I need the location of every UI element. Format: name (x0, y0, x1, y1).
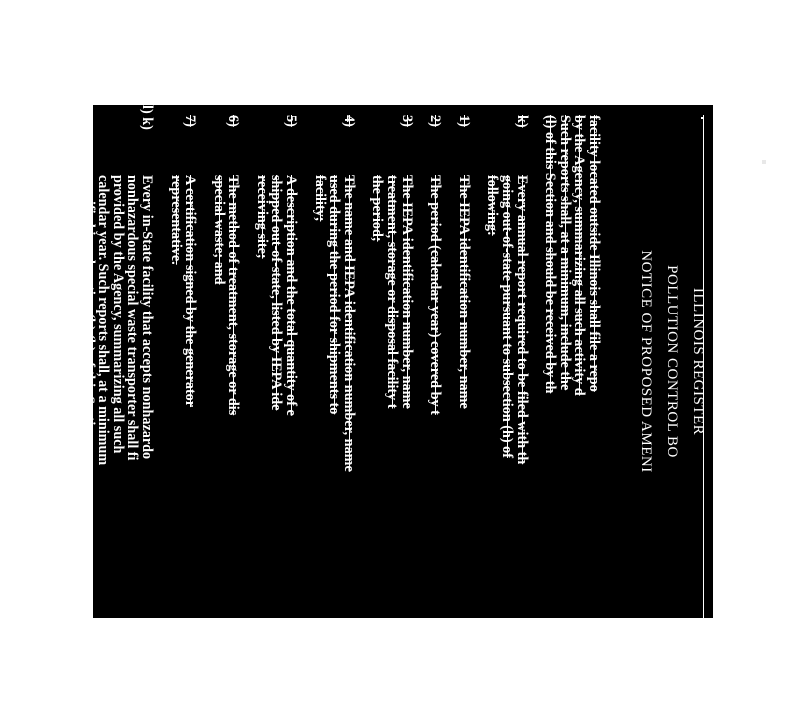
k-line: Every annual report required to be filed with th (513, 175, 530, 465)
item-line: used during the period for shipments to (326, 175, 343, 415)
page-header (633, 105, 711, 618)
item-line: A certification signed by the generator (182, 175, 199, 408)
item-line: special waste; and (210, 175, 227, 285)
item-line: representative. (167, 175, 184, 265)
intro-line: by the Agency, summarizing all such activity d (571, 115, 588, 396)
item-number: 5) (283, 115, 300, 127)
item-line: A description and the total quantity of e (283, 175, 300, 416)
item-number: 2) (427, 115, 444, 127)
k-line: following: (484, 175, 501, 236)
k-line: going out-of-state pursuant to subsection (h) of (499, 175, 516, 458)
item-2 (428, 115, 443, 715)
l-line: provided by the Agency, summarizing all such (109, 175, 126, 454)
l-line: Every in-State facility that accepts nonhazardo (138, 175, 155, 460)
rotated-document (36, 105, 713, 618)
item-number: 3) (398, 115, 415, 127)
item-line: shipped out-of-state, listed by IEPA ide (268, 175, 285, 411)
item-line: The IEPA identification number, name (455, 175, 472, 409)
intro-line: Such reports shall, at a minimum, include the (556, 115, 573, 391)
item-6 (211, 115, 240, 715)
item-number: 4) (340, 115, 357, 127)
paragraph-l (36, 105, 155, 715)
item-number: 6) (225, 115, 242, 127)
board-title: POLLUTION CONTROL BO (664, 265, 680, 458)
l-line: January 1, 1991. (36, 175, 53, 276)
item-line: The period (calendar year) covered by t (427, 175, 444, 415)
item-line: treatment, storage or disposal facility t (384, 175, 401, 409)
l-line: nonhazardous special waste transporter shall fi (124, 175, 141, 461)
l-line: calendar year. Such reports shall, at a minimum (95, 175, 112, 466)
item-number: 1) (455, 115, 472, 127)
intro-line: (l) of this Section and should be received by th (542, 115, 559, 394)
k-marker: k) (513, 115, 530, 128)
item-line: the period; (369, 175, 386, 242)
item-line: The method of treatment, storage or dis (225, 175, 242, 416)
item-1 (456, 115, 471, 715)
l-line: later than February 1. This subsection is applic (65, 175, 82, 460)
item-7 (168, 115, 197, 715)
l-line: specified in subsection (h) (k) of this Section a (80, 175, 97, 451)
item-line: facility; (311, 175, 328, 222)
item-line: The name and IEPA identification number, name (340, 175, 357, 472)
item-number: 7) (182, 115, 199, 127)
register-title: ILLINOIS REGISTER (690, 287, 706, 436)
item-4 (312, 115, 356, 715)
notice-title: NOTICE OF PROPOSED AMENI (638, 250, 654, 473)
item-5 (254, 115, 298, 715)
item-3 (370, 115, 414, 715)
item-line: The IEPA identification number, name (398, 175, 415, 409)
document-body (36, 105, 602, 715)
l-line: wastes that are delivered to a nonhazardous spe (51, 175, 68, 464)
item-line: receiving site; (253, 175, 270, 259)
intro-paragraph (543, 115, 601, 715)
intro-line: facility located outside Illinois shall file a repo (586, 115, 602, 392)
margin-mark (762, 160, 766, 164)
paragraph-k (485, 115, 529, 715)
l-marker: l) k) (138, 105, 155, 130)
